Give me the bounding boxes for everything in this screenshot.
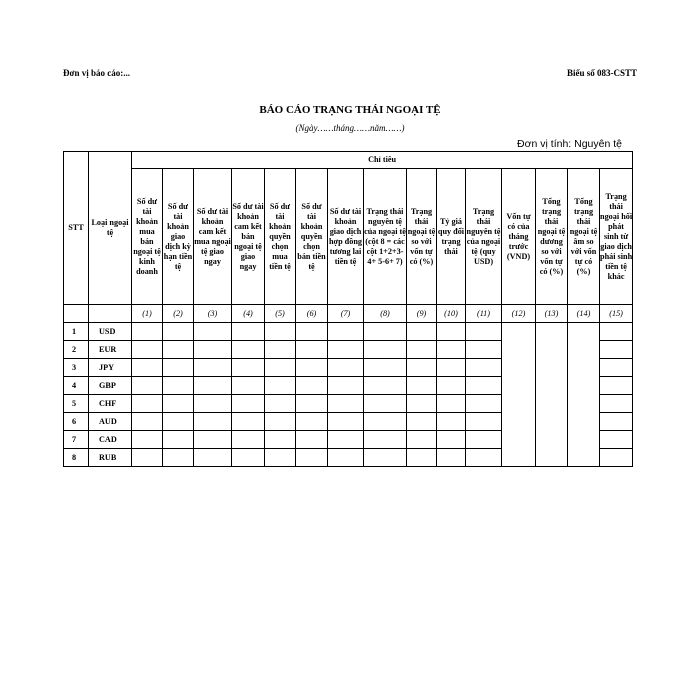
cell-col-10[interactable]	[437, 431, 466, 449]
cell-col-10[interactable]	[437, 341, 466, 359]
column-number-12: (12)	[502, 305, 536, 323]
cell-col-11[interactable]	[466, 413, 502, 431]
cell-col-3[interactable]	[194, 359, 232, 377]
cell-col-4[interactable]	[232, 449, 265, 467]
cell-col-9[interactable]	[407, 431, 437, 449]
cell-col-9[interactable]	[407, 395, 437, 413]
report-table	[63, 151, 633, 467]
cell-col-10[interactable]	[437, 359, 466, 377]
column-header-15: Trạng thái ngoại hối phát sinh từ giao dịch phái sinh tiền tệ khác	[600, 169, 633, 305]
cell-col-7[interactable]	[328, 413, 364, 431]
cell-col-11[interactable]	[466, 449, 502, 467]
cell-col-7[interactable]	[328, 449, 364, 467]
cell-col-8[interactable]	[364, 395, 407, 413]
column-number-5: (5)	[265, 305, 296, 323]
cell-col-4[interactable]	[232, 413, 265, 431]
cell-col-6[interactable]	[296, 395, 328, 413]
cell-col-5[interactable]	[265, 323, 296, 341]
row-stt: 2	[64, 341, 89, 359]
cell-col-3[interactable]	[194, 341, 232, 359]
cell-col-10[interactable]	[437, 449, 466, 467]
cell-col-1[interactable]	[132, 413, 163, 431]
cell-col-4[interactable]	[232, 341, 265, 359]
row-currency: AUD	[89, 413, 132, 431]
cell-col-6[interactable]	[296, 323, 328, 341]
cell-col-3[interactable]	[194, 413, 232, 431]
cell-col-4[interactable]	[232, 323, 265, 341]
cell-col-2[interactable]	[163, 449, 194, 467]
cell-col-8[interactable]	[364, 449, 407, 467]
column-number-6: (6)	[296, 305, 328, 323]
cell-col-15[interactable]	[600, 341, 633, 359]
column-header-9: Trạng thái ngoại tệ so với vốn tự có (%)	[407, 169, 437, 305]
column-number-blank	[89, 305, 132, 323]
reporting-unit-label: Đơn vị báo cáo:...	[63, 68, 130, 78]
cell-col-15[interactable]	[600, 431, 633, 449]
column-header-8: Trạng thái nguyên tệ của ngoại tệ (cột 8 = các cột 1+2+3-4+ 5-6+ 7)	[364, 169, 407, 305]
cell-col-15[interactable]	[600, 377, 633, 395]
cell-col-3[interactable]	[194, 377, 232, 395]
table-row	[64, 323, 633, 341]
cell-col-9[interactable]	[407, 359, 437, 377]
cell-col-15[interactable]	[600, 395, 633, 413]
column-number-9: (9)	[407, 305, 437, 323]
column-header-13: Tổng trạng thái ngoại tệ dương so với vốn tự có (%)	[536, 169, 568, 305]
row-stt: 3	[64, 359, 89, 377]
cell-col-1[interactable]	[132, 359, 163, 377]
cell-col-6[interactable]	[296, 449, 328, 467]
cell-col-1[interactable]	[132, 431, 163, 449]
report-date-line: (Ngày……tháng……năm……)	[295, 123, 405, 133]
column-number-11: (11)	[466, 305, 502, 323]
row-currency: JPY	[89, 359, 132, 377]
cell-col-2[interactable]	[163, 431, 194, 449]
report-title: BÁO CÁO TRẠNG THÁI NGOẠI TỆ	[259, 104, 441, 116]
cell-col-11[interactable]	[466, 395, 502, 413]
cell-col-12[interactable]	[502, 323, 536, 467]
cell-col-8[interactable]	[364, 431, 407, 449]
row-stt: 4	[64, 377, 89, 395]
cell-col-10[interactable]	[437, 377, 466, 395]
cell-col-9[interactable]	[407, 413, 437, 431]
column-header-4: Số dư tài khoản cam kết bán ngoại tệ giao ngay	[232, 169, 265, 305]
cell-col-3[interactable]	[194, 431, 232, 449]
cell-col-7[interactable]	[328, 377, 364, 395]
cell-col-10[interactable]	[437, 413, 466, 431]
cell-col-3[interactable]	[194, 323, 232, 341]
cell-col-10[interactable]	[437, 323, 466, 341]
cell-col-5[interactable]	[265, 341, 296, 359]
form-number-label: Biểu số 083-CSTT	[566, 68, 637, 78]
cell-col-7[interactable]	[328, 431, 364, 449]
cell-col-3[interactable]	[194, 449, 232, 467]
cell-col-15[interactable]	[600, 449, 633, 467]
cell-col-15[interactable]	[600, 359, 633, 377]
cell-col-8[interactable]	[364, 413, 407, 431]
column-number-7: (7)	[328, 305, 364, 323]
cell-col-5[interactable]	[265, 395, 296, 413]
column-header-14: Tổng trạng thái ngoại tệ âm so với vốn tự có (%)	[568, 169, 600, 305]
cell-col-1[interactable]	[132, 377, 163, 395]
column-header-5: Số dư tài khoản quyền chọn mua tiền tệ	[265, 169, 296, 305]
column-number-1: (1)	[132, 305, 163, 323]
column-header-10: Tỷ giá quy đổi trạng thái	[437, 169, 466, 305]
cell-col-10[interactable]	[437, 395, 466, 413]
cell-col-9[interactable]	[407, 449, 437, 467]
cell-col-11[interactable]	[466, 359, 502, 377]
column-header-2: Số dư tài khoản giao dịch kỳ hạn tiền tệ	[163, 169, 194, 305]
cell-col-6[interactable]	[296, 413, 328, 431]
cell-col-7[interactable]	[328, 341, 364, 359]
cell-col-11[interactable]	[466, 377, 502, 395]
cell-col-2[interactable]	[163, 359, 194, 377]
cell-col-14[interactable]	[568, 323, 600, 467]
cell-col-8[interactable]	[364, 341, 407, 359]
row-stt: 5	[64, 395, 89, 413]
cell-col-9[interactable]	[407, 377, 437, 395]
currency-header: Loại ngoại tệ	[89, 152, 132, 305]
cell-col-4[interactable]	[232, 377, 265, 395]
cell-col-3[interactable]	[194, 395, 232, 413]
cell-col-6[interactable]	[296, 377, 328, 395]
row-stt: 6	[64, 413, 89, 431]
cell-col-8[interactable]	[364, 359, 407, 377]
cell-col-5[interactable]	[265, 359, 296, 377]
cell-col-2[interactable]	[163, 377, 194, 395]
indicator-group-header: Chỉ tiêu	[132, 152, 633, 169]
cell-col-8[interactable]	[364, 377, 407, 395]
cell-col-5[interactable]	[265, 377, 296, 395]
unit-label: Đơn vị tính: Nguyên tệ	[517, 138, 622, 150]
cell-col-2[interactable]	[163, 341, 194, 359]
cell-col-15[interactable]	[600, 323, 633, 341]
cell-col-5[interactable]	[265, 413, 296, 431]
cell-col-5[interactable]	[265, 431, 296, 449]
column-number-10: (10)	[437, 305, 466, 323]
stt-header: STT	[64, 152, 89, 305]
row-currency: EUR	[89, 341, 132, 359]
cell-col-6[interactable]	[296, 359, 328, 377]
column-header-1: Số dư tài khoản mua bán ngoại tệ kinh doanh	[132, 169, 163, 305]
cell-col-9[interactable]	[407, 341, 437, 359]
row-currency: GBP	[89, 377, 132, 395]
row-stt: 1	[64, 323, 89, 341]
cell-col-15[interactable]	[600, 413, 633, 431]
cell-col-7[interactable]	[328, 359, 364, 377]
row-currency: USD	[89, 323, 132, 341]
column-header-7: Số dư tài khoản giao dịch hợp đồng tương lai tiền tệ	[328, 169, 364, 305]
cell-col-1[interactable]	[132, 323, 163, 341]
cell-col-4[interactable]	[232, 359, 265, 377]
cell-col-7[interactable]	[328, 323, 364, 341]
cell-col-6[interactable]	[296, 431, 328, 449]
cell-col-6[interactable]	[296, 341, 328, 359]
row-currency: CHF	[89, 395, 132, 413]
cell-col-11[interactable]	[466, 341, 502, 359]
cell-col-9[interactable]	[407, 323, 437, 341]
cell-col-11[interactable]	[466, 431, 502, 449]
cell-col-2[interactable]	[163, 323, 194, 341]
column-header-6: Số dư tài khoản quyền chọn bán tiền tệ	[296, 169, 328, 305]
column-header-11: Trạng thái nguyên tệ của ngoại tệ (quy USD)	[466, 169, 502, 305]
column-number-3: (3)	[194, 305, 232, 323]
column-number-13: (13)	[536, 305, 568, 323]
cell-col-1[interactable]	[132, 341, 163, 359]
cell-col-13[interactable]	[536, 323, 568, 467]
column-number-4: (4)	[232, 305, 265, 323]
column-number-blank	[64, 305, 89, 323]
cell-col-5[interactable]	[265, 449, 296, 467]
row-stt: 8	[64, 449, 89, 467]
cell-col-4[interactable]	[232, 395, 265, 413]
column-number-2: (2)	[163, 305, 194, 323]
cell-col-7[interactable]	[328, 395, 364, 413]
cell-col-2[interactable]	[163, 395, 194, 413]
cell-col-4[interactable]	[232, 431, 265, 449]
row-stt: 7	[64, 431, 89, 449]
column-number-14: (14)	[568, 305, 600, 323]
cell-col-1[interactable]	[132, 395, 163, 413]
column-header-3: Số dư tài khoản cam kết mua ngoại tệ giao ngay	[194, 169, 232, 305]
cell-col-1[interactable]	[132, 449, 163, 467]
row-currency: RUB	[89, 449, 132, 467]
column-number-15: (15)	[600, 305, 633, 323]
cell-col-2[interactable]	[163, 413, 194, 431]
column-number-8: (8)	[364, 305, 407, 323]
cell-col-8[interactable]	[364, 323, 407, 341]
cell-col-11[interactable]	[466, 323, 502, 341]
column-header-12: Vốn tự có của tháng trước (VND)	[502, 169, 536, 305]
row-currency: CAD	[89, 431, 132, 449]
